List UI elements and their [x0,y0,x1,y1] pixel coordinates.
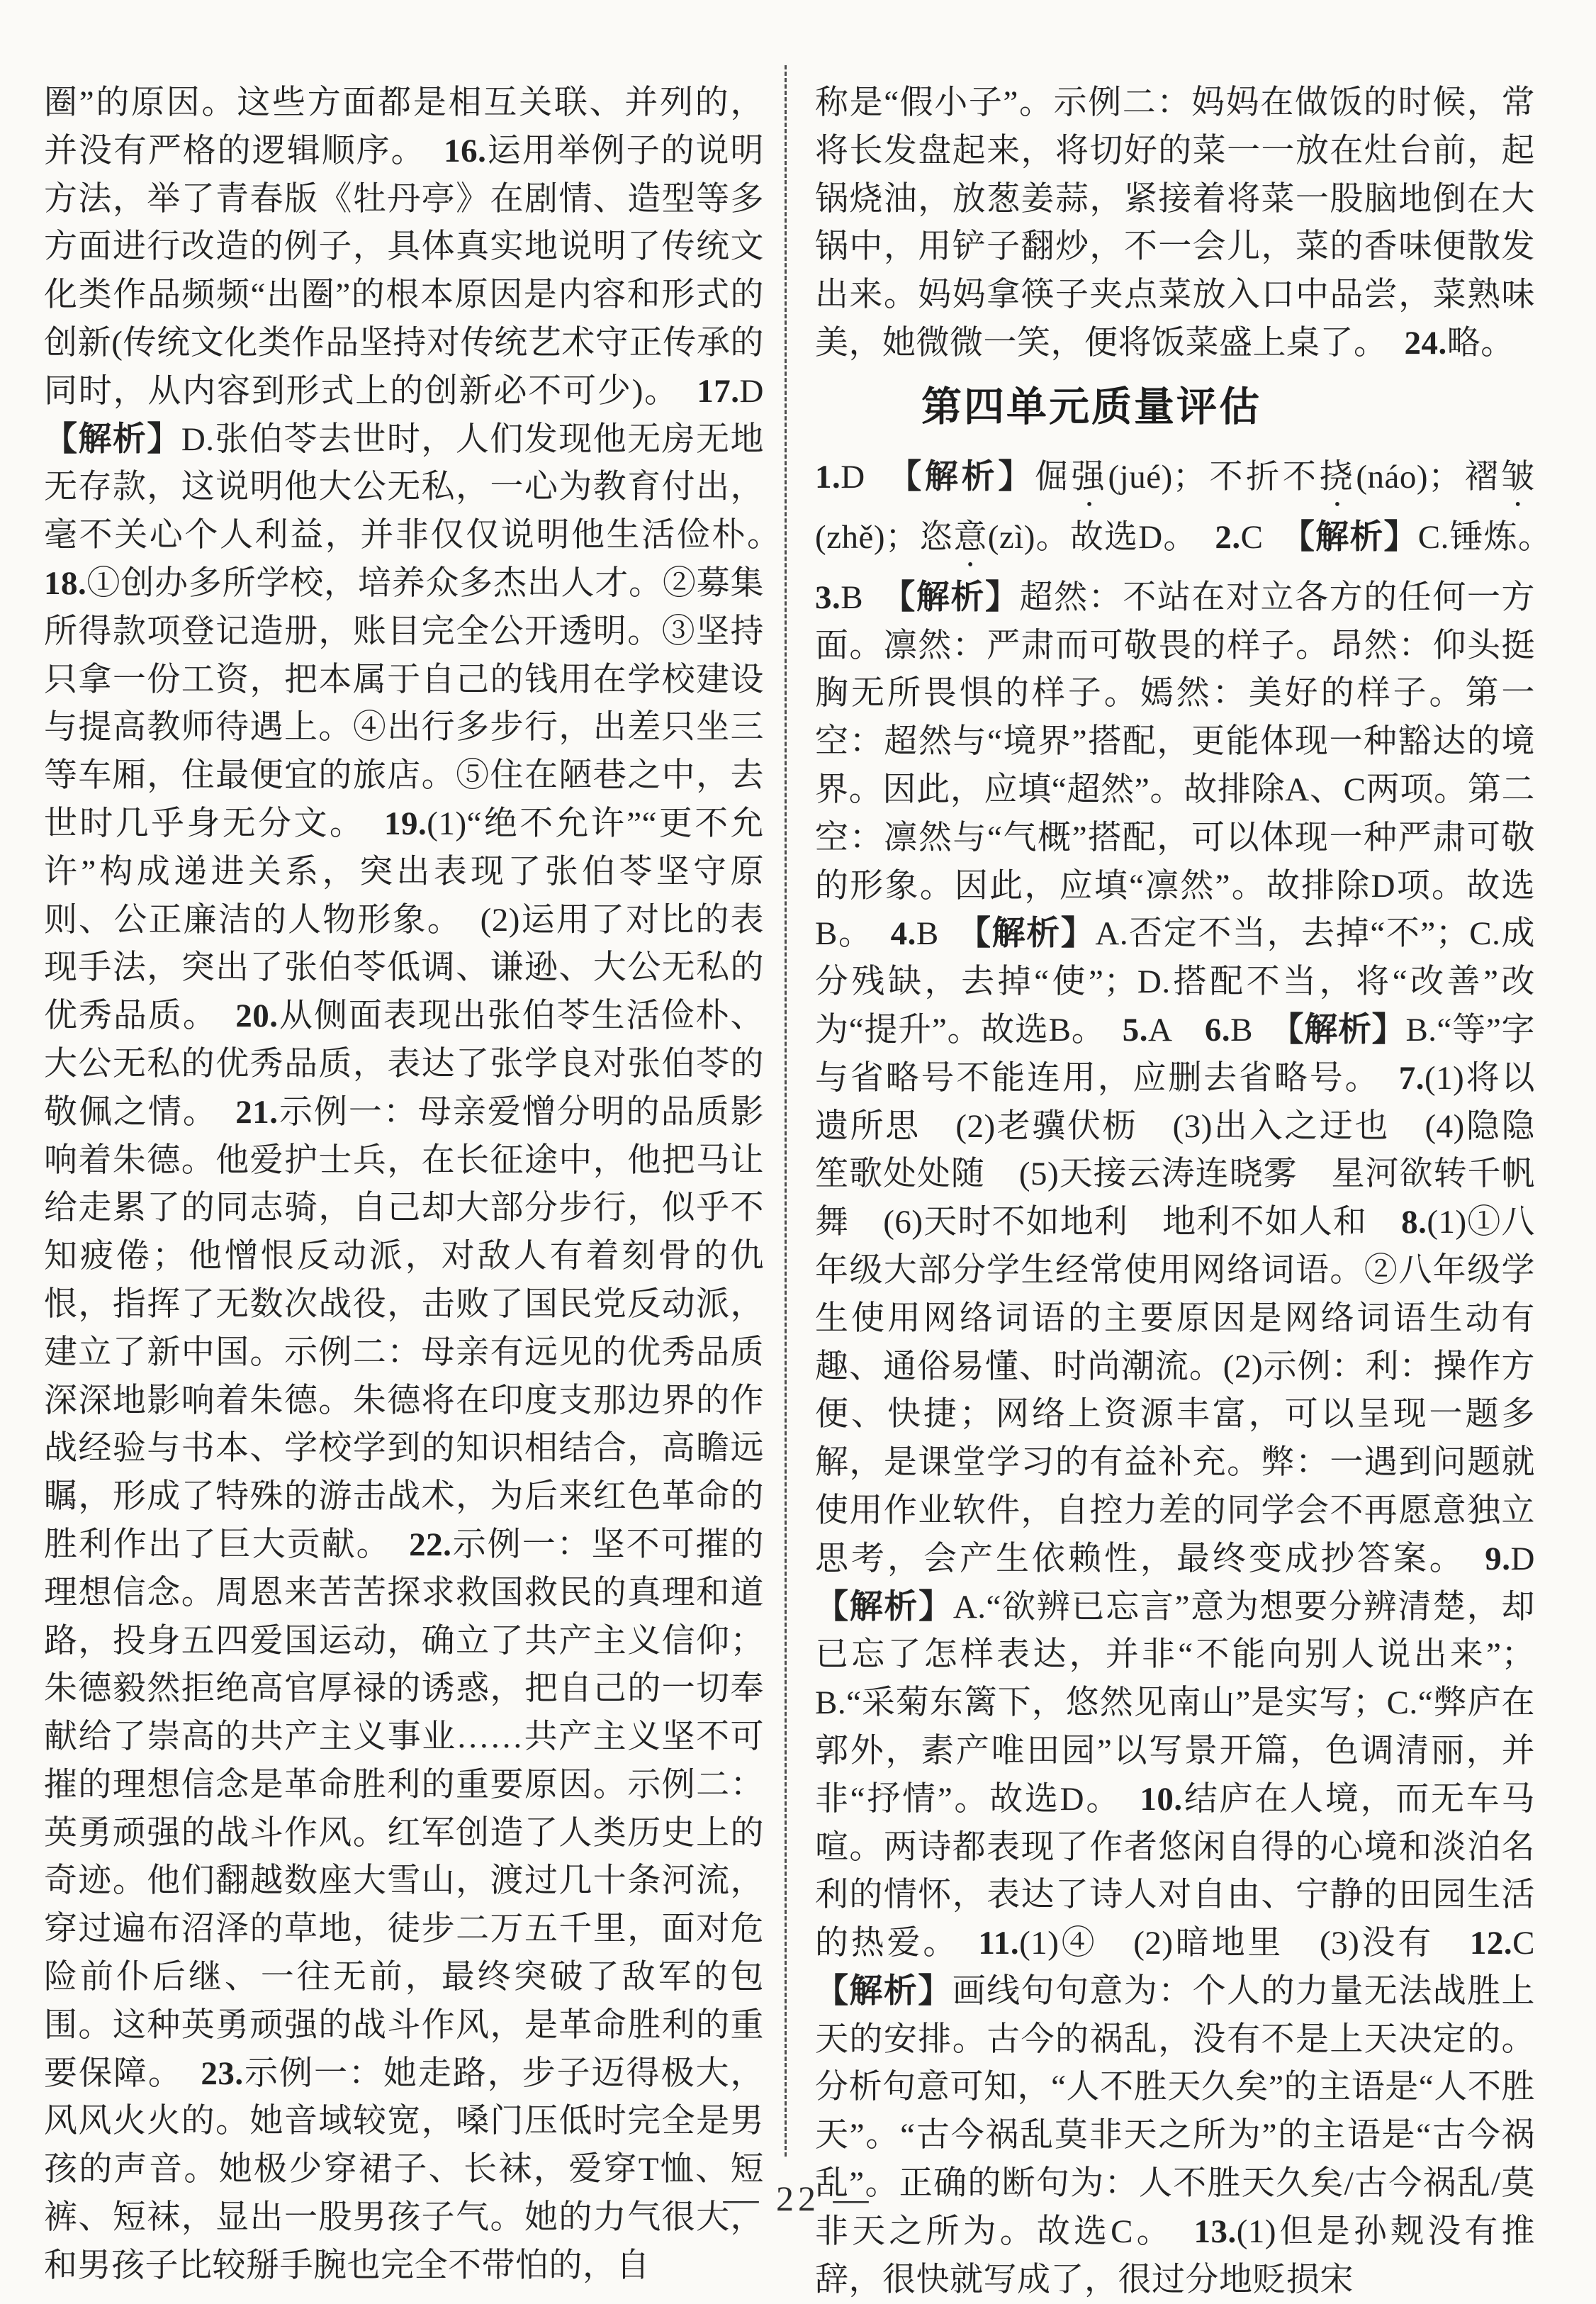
text-run: 示例一：她走路，步子迈得极大，风风火火的。她音域较宽，嗓门压低时完全是男孩的声音。她极少穿裙子、长袜，爱穿T恤、短裤、短袜，显出一股男孩子气。她的力气很大，和男孩子比较掰手腕也完全不带怕的，自 [44,2054,764,2284]
answer-number: 1. [815,458,841,496]
text-run: B [841,578,899,616]
text-run: C.锤炼。 [1417,518,1569,556]
answer-number: 7. [1398,1059,1425,1097]
unit-section-heading: 第四单元质量评估 [921,384,1261,430]
answer-number: 24. [1404,324,1447,362]
answer-number: 【解析】 [815,1972,952,2010]
text-run: D [1510,1540,1569,1577]
page-number: — 22 — [723,2179,873,2218]
answer-number: 3. [815,578,841,616]
text-run: 从侧面表现出张伯苓生活俭朴、大公无私的优秀品质，表达了张学良对张伯苓的敬佩之情。 [44,997,765,1131]
text-run: (1)但是孙觌没有推辞，很快就写成了，很过分地贬损宋 [815,2213,1535,2298]
answer-number: 2. [1215,518,1241,556]
answer-number: 6. [1204,1011,1231,1048]
right-column-text-bottom [815,454,1569,2304]
answer-number: 【解析】 [815,1588,953,1626]
answer-number: 【解析】 [974,915,1096,953]
text-run: C [1240,518,1298,556]
answer-number: 23. [201,2054,244,2092]
text-run: B [1230,1011,1287,1048]
answer-number: 11. [978,1925,1020,1962]
text-run: B [916,915,974,953]
text-run: (zì)。故选D。 [987,518,1215,556]
answer-number: 【解析】 [1298,518,1418,556]
answer-number: 4. [890,915,916,953]
answer-number: 12. [1469,1925,1513,1962]
emphasized-char: 皱 [1501,458,1536,496]
left-column-text [44,79,798,2291]
answer-number: 【解析】 [898,578,1020,616]
text-run: A [1148,1011,1205,1048]
text-run: (1)“绝不允许”“更不允许”构成递进关系，突出表现了张伯苓坚守原则、公正廉洁的人物形象。 (2)运用了对比的表现手法，突出了张伯苓低调、谦逊、大公无私的优秀品质。 [44,805,765,1035]
text-run: D [841,458,905,496]
answer-number: 8. [1401,1204,1427,1241]
text-run: A.“欲辨已忘言”意为想要分辨清楚，却已忘了怎样表达，并非“不能向别人说出来”；B.“采菊东篱下，悠然见南山”是实写；C.“弊庐在郭外，素产唯田园”以写景开篇，色调清丽，并非“抒情”。故选D。 [815,1588,1536,1818]
answer-number: 20. [235,997,279,1035]
text-run: 超然：不站在对立各方的任何一方面。凛然：严肃而可敬畏的样子。昂然：仰头挺胸无所畏惧的样子。嫣然：美好的样子。第一空：超然与“境界”搭配，更能体现一种豁达的境界。因此，应填“超然”。故排除A、C两项。第二空：凛然与“气概”搭配，可以体现一种严肃可敬的形象。因此，应填“凛然”。故排除D项。故选B。 [815,578,1536,953]
text-run: 示例一：坚不可摧的理想信念。周恩来苦苦探求救国救民的真理和道路，投身五四爱国运动，确立了共产主义信仰；朱德毅然拒绝高官厚禄的诱惑，把自己的一切奉献给了崇高的共产主义事业……共产主义坚不可摧的理想信念是革命胜利的重要原因。示例二：英勇顽强的战斗作风。红军创造了人类历史上的奇迹。他们翻越数座大雪山，渡过几十条河流，穿过遍布沼泽的草地，徒步二万五千里，面对危险前仆后继、一往无前，最终突破了敌军的包围。这种英勇顽强的战斗作风，是革命胜利的重要保障。 [44,1526,765,2092]
emphasized-char: 强 [1071,458,1108,496]
text-run: D [739,372,798,410]
text-run: 倔 [1035,458,1072,496]
text-run: ①创办多所学校，培养众多杰出人才。②募集所得款项登记造册，账目完全公开透明。③坚持只拿一份工资，把本属于自己的钱用在学校建设与提高教师待遇上。④出行多步行，出差只坐三等车厢，住最便宜的旅店。⑤住在陋巷之中，去世时几乎身无分文。 [44,564,764,842]
answer-number: 5. [1122,1011,1149,1048]
answer-number: 【解析】 [904,458,1035,496]
text-run: (1)将以遗所思 (2)老骥伏枥 (3)出入之迂也 (4)隐隐笙歌处处随 (5)天接云涛连晓雾 星河欲转千帆舞 (6)天时不如地利 地利不如人和 [815,1059,1535,1241]
answer-number: 17. [697,372,740,410]
text-run: 称是“假小子”。示例二：妈妈在做饭的时候，常将长发盘起来，将切好的菜一一放在灶台前，起锅烧油，放葱姜蒜，紧接着将菜一股脑地倒在大锅中，用铲子翻炒，不一会儿，菜的香味便散发出来。妈妈拿筷子夹点菜放入口中品尝，菜熟味美，她微微一笑，便将饭菜盛上桌了。 [815,84,1535,362]
text-run: 运用举例子的说明方法，举了青春版《牡丹亭》在剧情、造型等多方面进行改造的例子，具体真实地说明了传统文化类作品频频“出圈”的根本原因是内容和形式的创新(传统文化类作品坚持对传统艺术守正传承的同时，从内容到形式上的创新必不可少)。 [44,132,765,410]
answer-number: 18. [44,564,87,602]
answer-number: 22. [409,1526,452,1563]
text-run: D.张伯苓去世时，人们发现他无房无地无存款，这说明他大公无私，一心为教育付出，毫不关心个人利益，并非仅仅说明他生活俭朴。 [44,420,798,554]
text-run: 略。 [1446,324,1514,362]
text-run: 结庐在人境，而无车马喧。两诗都表现了作者悠闲自得的心境和淡泊名利的情怀，表达了诗人对自由、宁静的田园生活的热爱。 [815,1780,1535,1962]
text-run: (1)④ (2)暗地里 (3)没有 [1019,1925,1470,1962]
emphasized-char: 意 [953,518,988,556]
right-column-text-top [815,79,1535,368]
text-run: C [1512,1925,1569,1962]
answer-number: 13. [1193,2213,1237,2250]
answer-number: 9. [1485,1540,1511,1577]
text-run: (jué)；不折不 [1108,458,1320,496]
emphasized-char: 挠 [1319,458,1356,496]
right-column [815,79,1569,2304]
answer-number: 【解析】 [44,420,181,458]
text-run: B.“等”字与省略号不能连用，应删去省略号。 [815,1011,1535,1097]
answer-number: 【解析】 [1286,1011,1406,1048]
text-run: (zhě)；恣 [815,518,954,556]
text-run: (1)①八年级大部分学生经常使用网络词语。②八年级学生使用网络词语的主要原因是网络词语生动有趣、通俗易懂、时尚潮流。(2)示例：利：操作方便、快捷；网络上资源丰富，可以呈现一题多解，是课堂学习的有益补充。弊：一遇到问题就使用作业软件，自控力差的同学会不再愿意独立思考，会产生依赖性，最终变成抄答案。 [815,1204,1535,1577]
answer-number: 16. [444,132,487,169]
text-run: A.否定不当，去掉“不”；C.成分残缺，去掉“使”；D.搭配不当，将“改善”改为“提升”。故选B。 [815,915,1535,1048]
text-run: (náo)；褶 [1356,458,1502,496]
text-run: 示例一：母亲爱憎分明的品质影响着朱德。他爱护士兵，在长征途中，他把马让给走累了的同志骑，自己却大部分步行，似乎不知疲倦；他憎恨反动派，对敌人有着刻骨的仇恨，指挥了无数次战役，击败了国民党反动派，建立了新中国。示例二：母亲有远见的优秀品质深深地影响着朱德。朱德将在印度支那边界的作战经验与书本、学校学到的知识相结合，高瞻远瞩，形成了特殊的游击战术，为后来红色革命的胜利作出了巨大贡献。 [44,1093,765,1563]
text-run: 圈”的原因。这些方面都是相互关联、并列的，并没有严格的逻辑顺序。 [44,84,764,169]
text-run: 画线句句意为：个人的力量无法战胜上天的安排。古今的祸乱，没有不是上天决定的。分析句意可知，“人不胜天久矣”的主语是“人不胜天”。“古今祸乱莫非天之所为”的主语是“古今祸乱”。正确的断句为：人不胜天久矣/古今祸乱/莫非天之所为。故选C。 [815,1972,1536,2250]
column-divider-dashed-line [785,65,787,2157]
answer-number: 19. [384,805,427,842]
answer-number: 21. [235,1093,279,1131]
answer-number: 10. [1140,1780,1183,1818]
